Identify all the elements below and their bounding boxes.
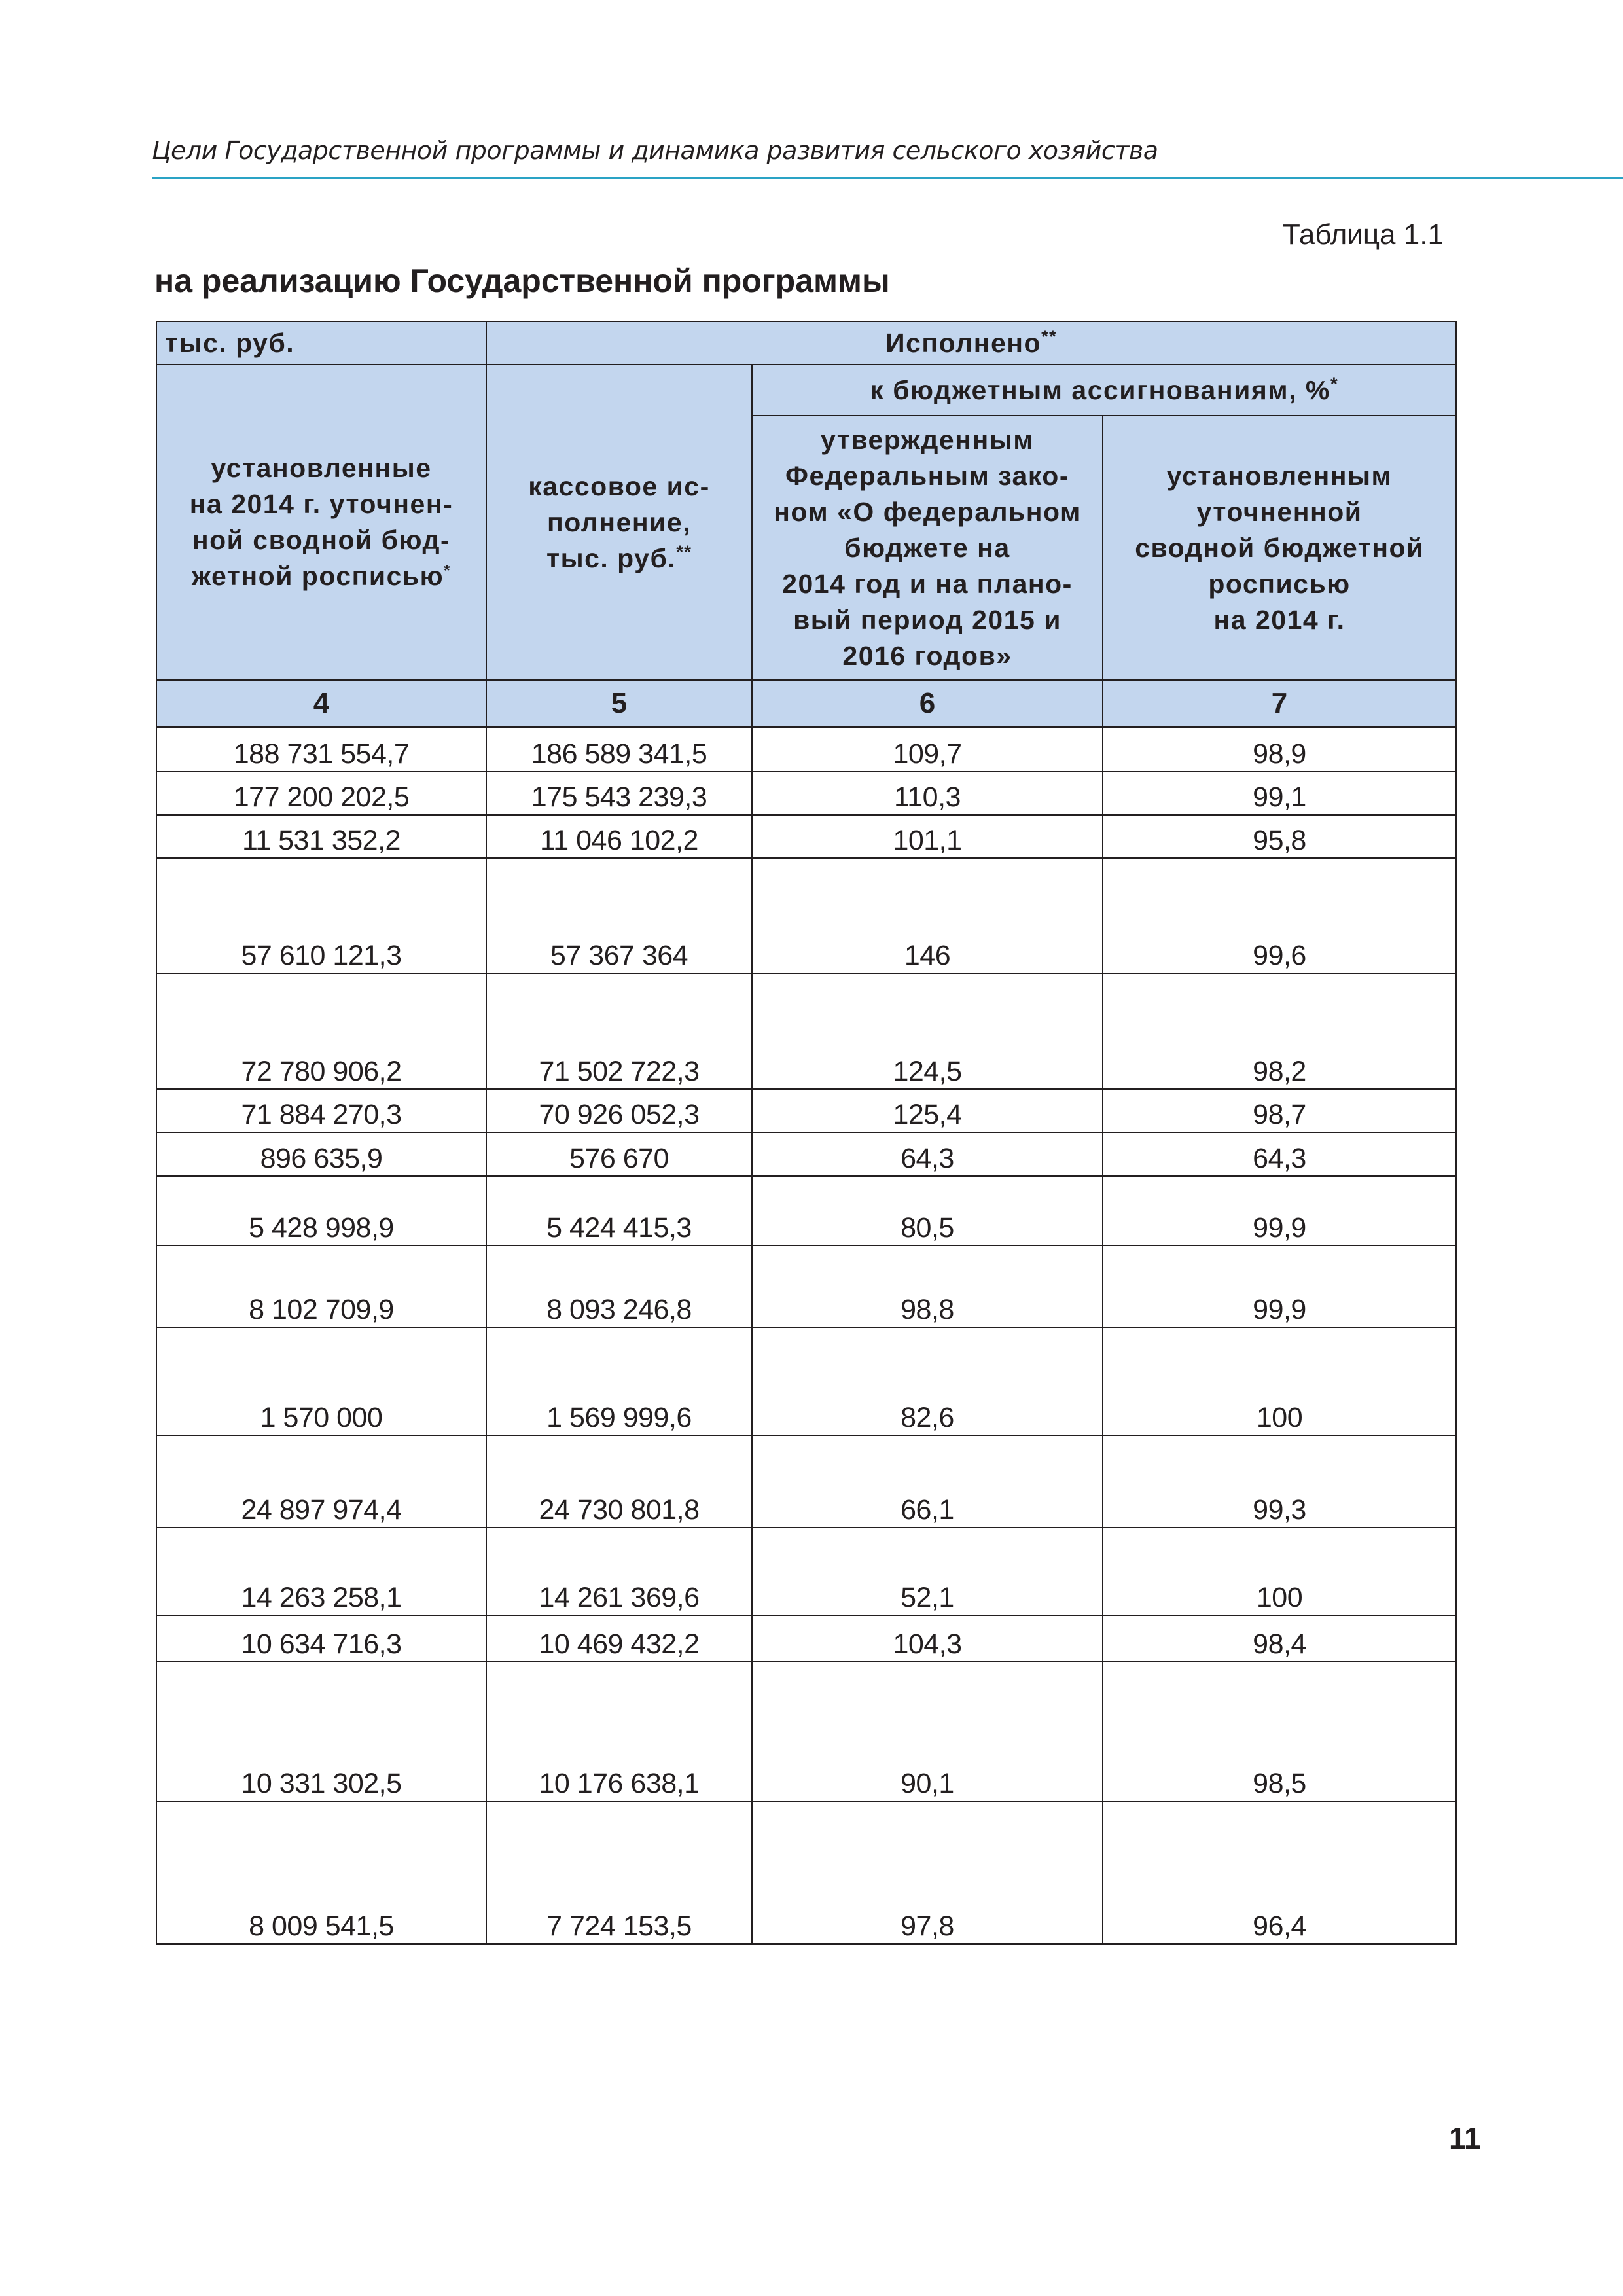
table-cell: 10 331 302,5	[156, 1662, 486, 1801]
executed-header: Исполнено**	[486, 321, 1456, 365]
table-cell: 96,4	[1103, 1801, 1456, 1944]
table-row	[156, 1435, 1456, 1528]
table-cell: 5 424 415,3	[486, 1176, 752, 1246]
table-cell: 110,3	[752, 772, 1103, 815]
table-cell: 99,1	[1103, 772, 1456, 815]
table-cell: 8 093 246,8	[486, 1246, 752, 1327]
table-row	[156, 1176, 1456, 1246]
table-title: на реализацию Государственной программы	[154, 262, 890, 299]
table-cell: 57 610 121,3	[156, 858, 486, 973]
table-row	[156, 973, 1456, 1089]
table-cell: 90,1	[752, 1662, 1103, 1801]
table-cell: 24 897 974,4	[156, 1435, 486, 1528]
col6-header: утвержденным Федеральным зако- ном «О федеральном бюджете на 2014 год и на плано- вый период 2015 и 2016 годов»	[752, 416, 1103, 680]
table-cell: 10 469 432,2	[486, 1615, 752, 1662]
table-cell: 52,1	[752, 1528, 1103, 1615]
table-row	[156, 1246, 1456, 1327]
table-cell: 98,5	[1103, 1662, 1456, 1801]
table-cell: 10 176 638,1	[486, 1662, 752, 1801]
table-cell: 99,6	[1103, 858, 1456, 973]
table-row	[156, 815, 1456, 858]
table-cell: 97,8	[752, 1801, 1103, 1944]
table-cell: 1 570 000	[156, 1327, 486, 1435]
column-number-row	[156, 680, 1456, 727]
table-cell: 104,3	[752, 1615, 1103, 1662]
col5-header: кассовое ис- полнение, тыс. руб.**	[486, 365, 752, 680]
table-cell: 125,4	[752, 1089, 1103, 1132]
table-row	[156, 1132, 1456, 1176]
table-row	[156, 1801, 1456, 1944]
col4-header: установленные на 2014 г. уточнен- ной сводной бюд- жетной росписью*	[156, 365, 486, 680]
table-cell: 99,9	[1103, 1176, 1456, 1246]
column-number: 4	[156, 680, 486, 727]
table-cell: 177 200 202,5	[156, 772, 486, 815]
table-cell: 11 531 352,2	[156, 815, 486, 858]
table-cell: 14 263 258,1	[156, 1528, 486, 1615]
table-row	[156, 858, 1456, 973]
table-cell: 66,1	[752, 1435, 1103, 1528]
table-cell: 7 724 153,5	[486, 1801, 752, 1944]
table-row	[156, 1615, 1456, 1662]
table-cell: 14 261 369,6	[486, 1528, 752, 1615]
table-cell: 10 634 716,3	[156, 1615, 486, 1662]
table-cell: 124,5	[752, 973, 1103, 1089]
table-cell: 100	[1103, 1528, 1456, 1615]
table-row	[156, 1662, 1456, 1801]
table-cell: 109,7	[752, 727, 1103, 772]
to-budget-header: к бюджетным ассигнованиям, %*	[752, 365, 1456, 416]
table-cell: 98,4	[1103, 1615, 1456, 1662]
table-cell: 71 884 270,3	[156, 1089, 486, 1132]
table-row	[156, 1528, 1456, 1615]
table-cell: 98,8	[752, 1246, 1103, 1327]
table-cell: 175 543 239,3	[486, 772, 752, 815]
table-cell: 64,3	[752, 1132, 1103, 1176]
table-cell: 188 731 554,7	[156, 727, 486, 772]
table-cell: 896 635,9	[156, 1132, 486, 1176]
table-cell: 82,6	[752, 1327, 1103, 1435]
column-number: 6	[752, 680, 1103, 727]
table-row	[156, 772, 1456, 815]
table-row	[156, 1089, 1456, 1132]
table-cell: 99,3	[1103, 1435, 1456, 1528]
col7-header: установленным уточненной сводной бюджетной росписью на 2014 г.	[1103, 416, 1456, 680]
column-number: 5	[486, 680, 752, 727]
table-cell: 98,2	[1103, 973, 1456, 1089]
table-cell: 100	[1103, 1327, 1456, 1435]
table-cell: 11 046 102,2	[486, 815, 752, 858]
table-number: Таблица 1.1	[1283, 219, 1444, 251]
table-cell: 95,8	[1103, 815, 1456, 858]
budget-table	[156, 321, 1457, 1945]
table-cell: 101,1	[752, 815, 1103, 858]
table-cell: 8 009 541,5	[156, 1801, 486, 1944]
column-number: 7	[1103, 680, 1456, 727]
table-row	[156, 727, 1456, 772]
table-cell: 24 730 801,8	[486, 1435, 752, 1528]
table-cell: 98,9	[1103, 727, 1456, 772]
running-header: Цели Государственной программы и динамика развития сельского хозяйства	[152, 136, 1158, 165]
table-cell: 64,3	[1103, 1132, 1456, 1176]
table-cell: 99,9	[1103, 1246, 1456, 1327]
table-cell: 72 780 906,2	[156, 973, 486, 1089]
table-cell: 576 670	[486, 1132, 752, 1176]
header-rule	[152, 177, 1623, 179]
table-cell: 5 428 998,9	[156, 1176, 486, 1246]
table-cell: 71 502 722,3	[486, 973, 752, 1089]
table-cell: 186 589 341,5	[486, 727, 752, 772]
table-row	[156, 1327, 1456, 1435]
table-cell: 57 367 364	[486, 858, 752, 973]
page-number: 11	[1449, 2121, 1481, 2155]
table-cell: 146	[752, 858, 1103, 973]
table-cell: 98,7	[1103, 1089, 1456, 1132]
table-cell: 8 102 709,9	[156, 1246, 486, 1327]
table-cell: 80,5	[752, 1176, 1103, 1246]
unit-header: тыс. руб.	[156, 321, 486, 365]
table-cell: 1 569 999,6	[486, 1327, 752, 1435]
table-cell: 70 926 052,3	[486, 1089, 752, 1132]
